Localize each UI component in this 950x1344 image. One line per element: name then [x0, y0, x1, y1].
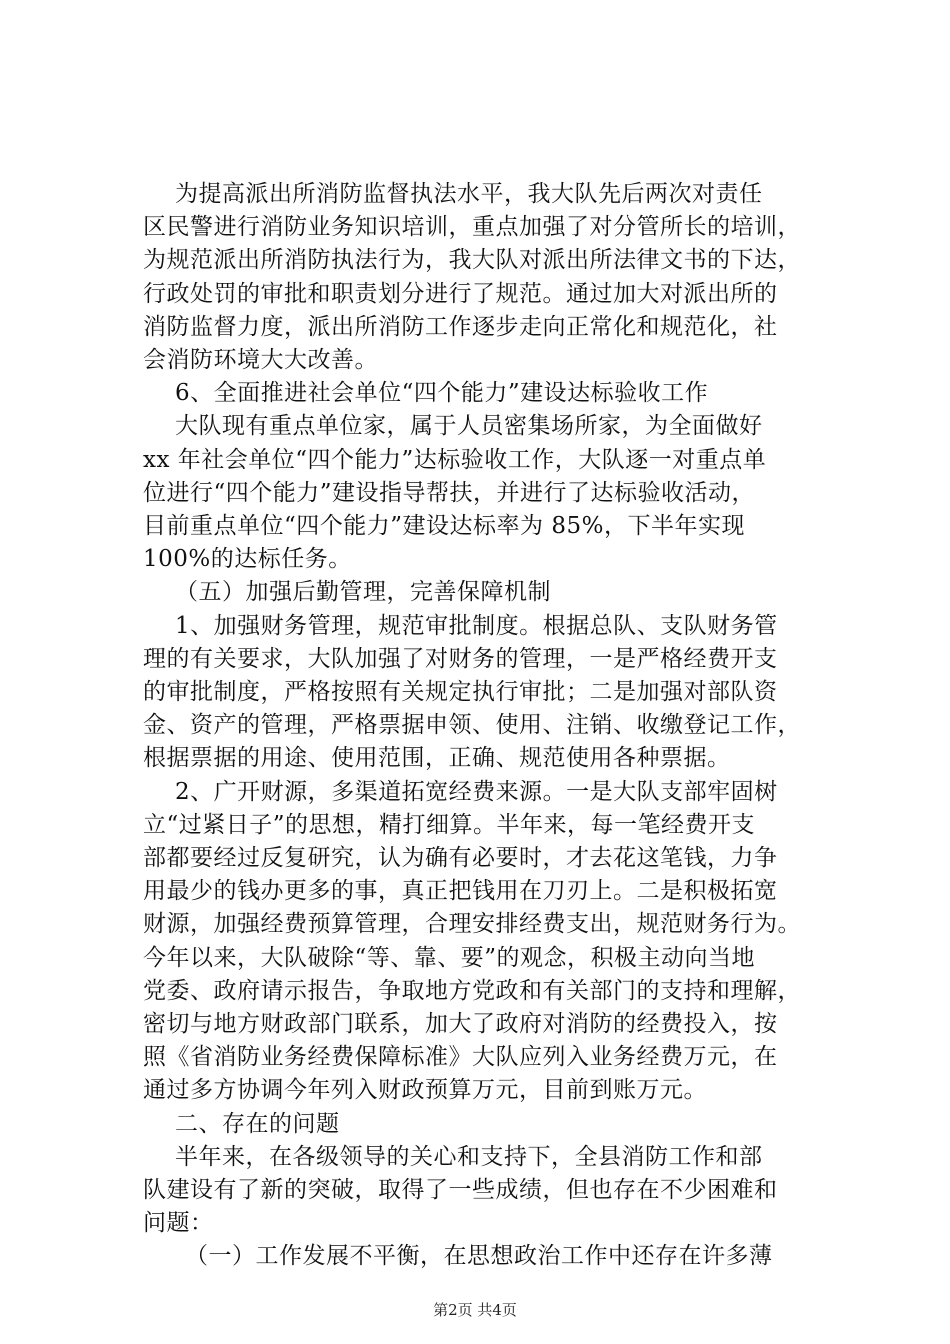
paragraph-line: 位进行“四个能力”建设指导帮扶，并进行了达标验收活动，	[143, 479, 756, 506]
paragraph-line: 立“过紧日子”的思想，精打细算。半年来，每一笔经费开支	[143, 811, 756, 838]
page-number-footer: 第2页 共4页	[433, 1301, 517, 1319]
paragraph-line: （一）工作发展不平衡，在思想政治工作中还存在许多薄	[185, 1243, 773, 1270]
paragraph-line: 为规范派出所消防执法行为，我大队对派出所法律文书的下达，	[143, 247, 801, 274]
paragraph-line: 问题：	[143, 1210, 214, 1237]
paragraph-line: 消防监督力度，派出所消防工作逐步走向正常化和规范化，社	[143, 313, 778, 340]
paragraph-line: 照《省消防业务经费保障标准》大队应列入业务经费万元，在	[143, 1044, 778, 1071]
paragraph-line: 密切与地方财政部门联系，加大了政府对消防的经费投入，按	[143, 1011, 778, 1037]
section-heading: （五）加强后勤管理，完善保障机制	[175, 579, 551, 606]
paragraph-line: 用最少的钱办更多的事，真正把钱用在刀刃上。二是积极拓宽	[143, 878, 778, 905]
paragraph-line: 今年以来，大队破除“等、靠、要”的观念，积极主动向当地	[143, 944, 756, 971]
paragraph-line: 2、广开财源，多渠道拓宽经费来源。一是大队支部牢固树	[175, 778, 778, 805]
paragraph-line: xx 年社会单位“四个能力”达标验收工作，大队逐一对重点单	[143, 446, 767, 473]
paragraph-line: 的审批制度，严格按照有关规定执行审批；二是加强对部队资	[143, 679, 778, 705]
section-heading: 6、全面推进社会单位“四个能力”建设达标验收工作	[175, 380, 709, 407]
paragraph-line: 理的有关要求，大队加强了对财务的管理，一是严格经费开支	[143, 645, 778, 672]
paragraph-line: 半年来，在各级领导的关心和支持下，全县消防工作和部	[175, 1143, 763, 1170]
paragraph-line: 金、资产的管理，严格票据申领、使用、注销、收缴登记工作，	[143, 712, 801, 739]
paragraph-line: 财源，加强经费预算管理，合理安排经费支出，规范财务行为。	[143, 911, 801, 938]
paragraph-line: 通过多方协调今年列入财政预算万元，目前到账万元。	[143, 1077, 707, 1104]
paragraph-line: 根据票据的用途、使用范围，正确、规范使用各种票据。	[143, 745, 731, 772]
paragraph-line: 100%的达标任务。	[143, 546, 352, 573]
paragraph-line: 行政处罚的审批和职责划分进行了规范。通过加大对派出所的	[143, 280, 778, 307]
paragraph-line: 队建设有了新的突破，取得了一些成绩，但也存在不少困难和	[143, 1177, 778, 1203]
paragraph-line: 党委、政府请示报告，争取地方党政和有关部门的支持和理解，	[143, 977, 801, 1004]
paragraph-line: 为提高派出所消防监督执法水平，我大队先后两次对责任	[175, 181, 763, 207]
paragraph-line: 目前重点单位“四个能力”建设达标率为 85%，下半年实现	[143, 513, 745, 539]
paragraph-line: 1、加强财务管理，规范审批制度。根据总队、支队财务管	[175, 612, 778, 639]
paragraph-line: 大队现有重点单位家，属于人员密集场所家，为全面做好	[175, 413, 763, 440]
section-heading: 二、存在的问题	[175, 1110, 340, 1137]
paragraph-line: 部都要经过反复研究，认为确有必要时，才去花这笔钱，力争	[143, 845, 778, 871]
paragraph-line: 区民警进行消防业务知识培训，重点加强了对分管所长的培训，	[143, 214, 801, 241]
paragraph-line: 会消防环境大大改善。	[143, 347, 378, 373]
